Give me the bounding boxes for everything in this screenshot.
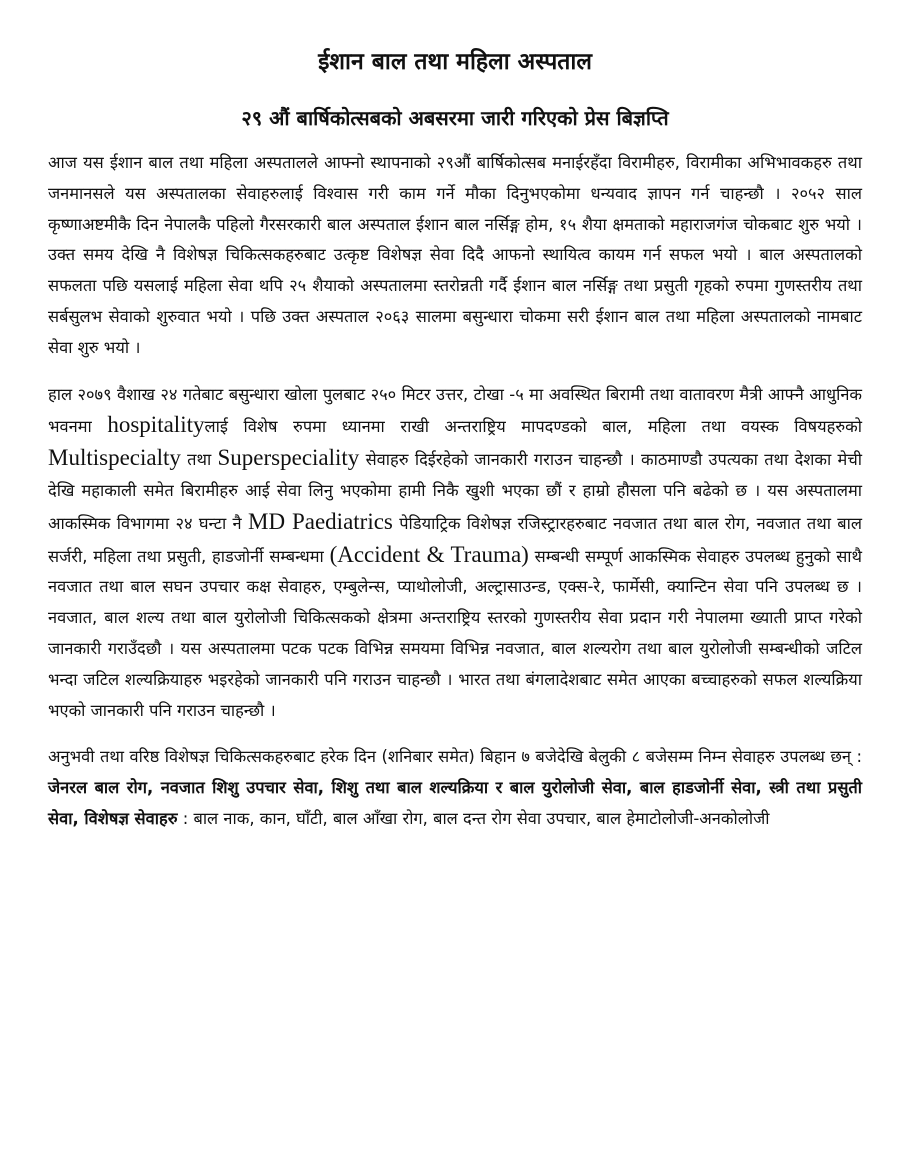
- paragraph-history: आज यस ईशान बाल तथा महिला अस्पतालले आफ्नो स्थापनाको २९औं बार्षिकोत्सब मनाईरहँदा विरामीहरु, विरामीका अभिभावकहरु तथा जनमानसले यस अस्पतालका सेवाहरुलाई विश्वास गरी काम गर्ने मौका दिनुभएकोमा धन्यवाद ज्ञापन गर्न चाहन्छौ । २०५२ साल कृष्णाअष्टमीकै दिन नेपालकै पहिलो गैरसरकारी बाल अस्पताल ईशान बाल नर्सिङ्ग होम, १५ शैया क्षमताको महाराजगंज चोकबाट शुरु भयो । उक्त समय देखि नै विशेषज्ञ चिकित्सकहरुबाट उत्कृष्ट विशेषज्ञ सेवा दिदै आफनो स्थायित्व कायम गर्न सफल भयो । बाल अस्पतालको सफलता पछि यसलाई महिला सेवा थपि २५ शैयाको अस्पतालमा स्तरोन्नती गर्दै ईशान बाल नर्सिङ्ग तथा प्रसुती गृहको रुपमा गुणस्तरीय तथा सर्बसुलभ सेवाको शुरुवात भयो । पछि उक्त अस्पताल २०६३ सालमा बसुन्धारा चोकमा सरी ईशान बाल तथा महिला अस्पतालको नामबाट सेवा शुरु भयो ।: [48, 153, 862, 357]
- highlighted-services: जेनरल बाल रोग, नवजात शिशु उपचार सेवा, शिशु तथा बाल शल्यक्रिया र बाल युरोलोजी सेवा, बाल हाडजोर्नी सेवा, स्त्री तथा प्रसुती सेवा, विशेषज्ञ सेवाहरु: [48, 778, 862, 828]
- paragraph-daily-services: [48, 742, 862, 834]
- english-term: Superspeciality: [217, 445, 360, 471]
- paragraph-text: : बाल नाक, कान, घाँटी, बाल आँखा रोग, बाल दन्त रोग सेवा उपचार, बाल हेमाटोलोजी-अनकोलोजी: [177, 808, 770, 828]
- document-title: ईशान बाल तथा महिला अस्पताल: [318, 49, 592, 75]
- english-term: MD Paediatrics: [248, 508, 393, 534]
- paragraph-text: तथा: [180, 450, 218, 470]
- english-term: (Accident & Trauma): [329, 541, 529, 567]
- paragraph-text: लाई विशेष रुपमा ध्यानमा राखी अन्तराष्ट्रिय मापदण्डको बाल, महिला तथा वयस्क विषयहरुको: [204, 417, 862, 437]
- english-term: hospitality: [107, 412, 205, 438]
- paragraph-text: हाल २०७९ वैशाख २४ गतेबाट बसुन्धारा खोला पुलबाट २५० मिटर उत्तर, टोखा -५ मा अवस्थित बिरामी तथा वातावरण मैत्री आफ्नै आधुनिक भवनमा: [48, 384, 863, 437]
- document-subtitle: २९ औं बार्षिकोत्सबको अबसरमा जारी गरिएको प्रेस बिज्ञप्ति: [241, 106, 669, 130]
- paragraph-text: सेवाहरु दिईरहेको जानकारी गराउन चाहन्छौ । काठमाण्डौ उपत्यका तथा देशका मेची देखि महाकाली समेत बिरामीहरु आई सेवा लिनु भएकोमा हामी निकै खुशी भएका छौं र हाम्रो हौसला पनि बढेको छ । यस अस्पतालमा आकस्मिक विभागमा २४ घन्टा नै: [48, 450, 862, 533]
- paragraph-text: सम्बन्धी सम्पूर्ण आकस्मिक सेवाहरु उपलब्ध हुनुको साथै नवजात तथा बाल सघन उपचार कक्ष सेवाहरु, एम्बुलेन्स, प्याथोलोजी, अल्ट्रासाउन्ड, एक्स-रे, फार्मेसी, क्यान्टिन सेवा पनि उपलब्ध छ । नवजात, बाल शल्य तथा बाल युरोलोजी चिकित्सकको क्षेत्रमा अन्तराष्ट्रिय स्तरको गुणस्तरीय सेवा प्रदान गरी नेपालमा ख्याती प्राप्त गरेको जानकारी गराउँदछौ । यस अस्पतालमा पटक पटक विभिन्न समयमा विभिन्न नवजात, बाल शल्यरोग तथा बाल युरोलोजी सम्बन्धीको जटिल भन्दा जटिल शल्यक्रियाहरु भइरहेको जानकारी पनि गराउन चाहन्छौ । भारत तथा बंगलादेशबाट समेत आएका बच्चाहरुको सफल शल्यक्रिया भएको जानकारी पनि गराउन चाहन्छौ ।: [48, 546, 863, 720]
- paragraph-current-services: [48, 380, 862, 727]
- english-term: Multispecialty: [48, 445, 181, 471]
- paragraph-text: अनुभवी तथा वरिष्ठ विशेषज्ञ चिकित्सकहरुबाट हरेक दिन (शनिबार समेत) बिहान ७ बजेदेखि बेलुकी ८ बजेसम्म निम्न सेवाहरु उपलब्ध छन् :: [48, 747, 862, 767]
- paragraph-text: पेडियाट्रिक विशेषज्ञ रजिस्ट्रारहरुबाट नवजात तथा बाल रोग, नवजात तथा बाल सर्जरी, महिला तथा प्रसुती, हाडजोर्नी सम्बन्धमा: [48, 513, 863, 566]
